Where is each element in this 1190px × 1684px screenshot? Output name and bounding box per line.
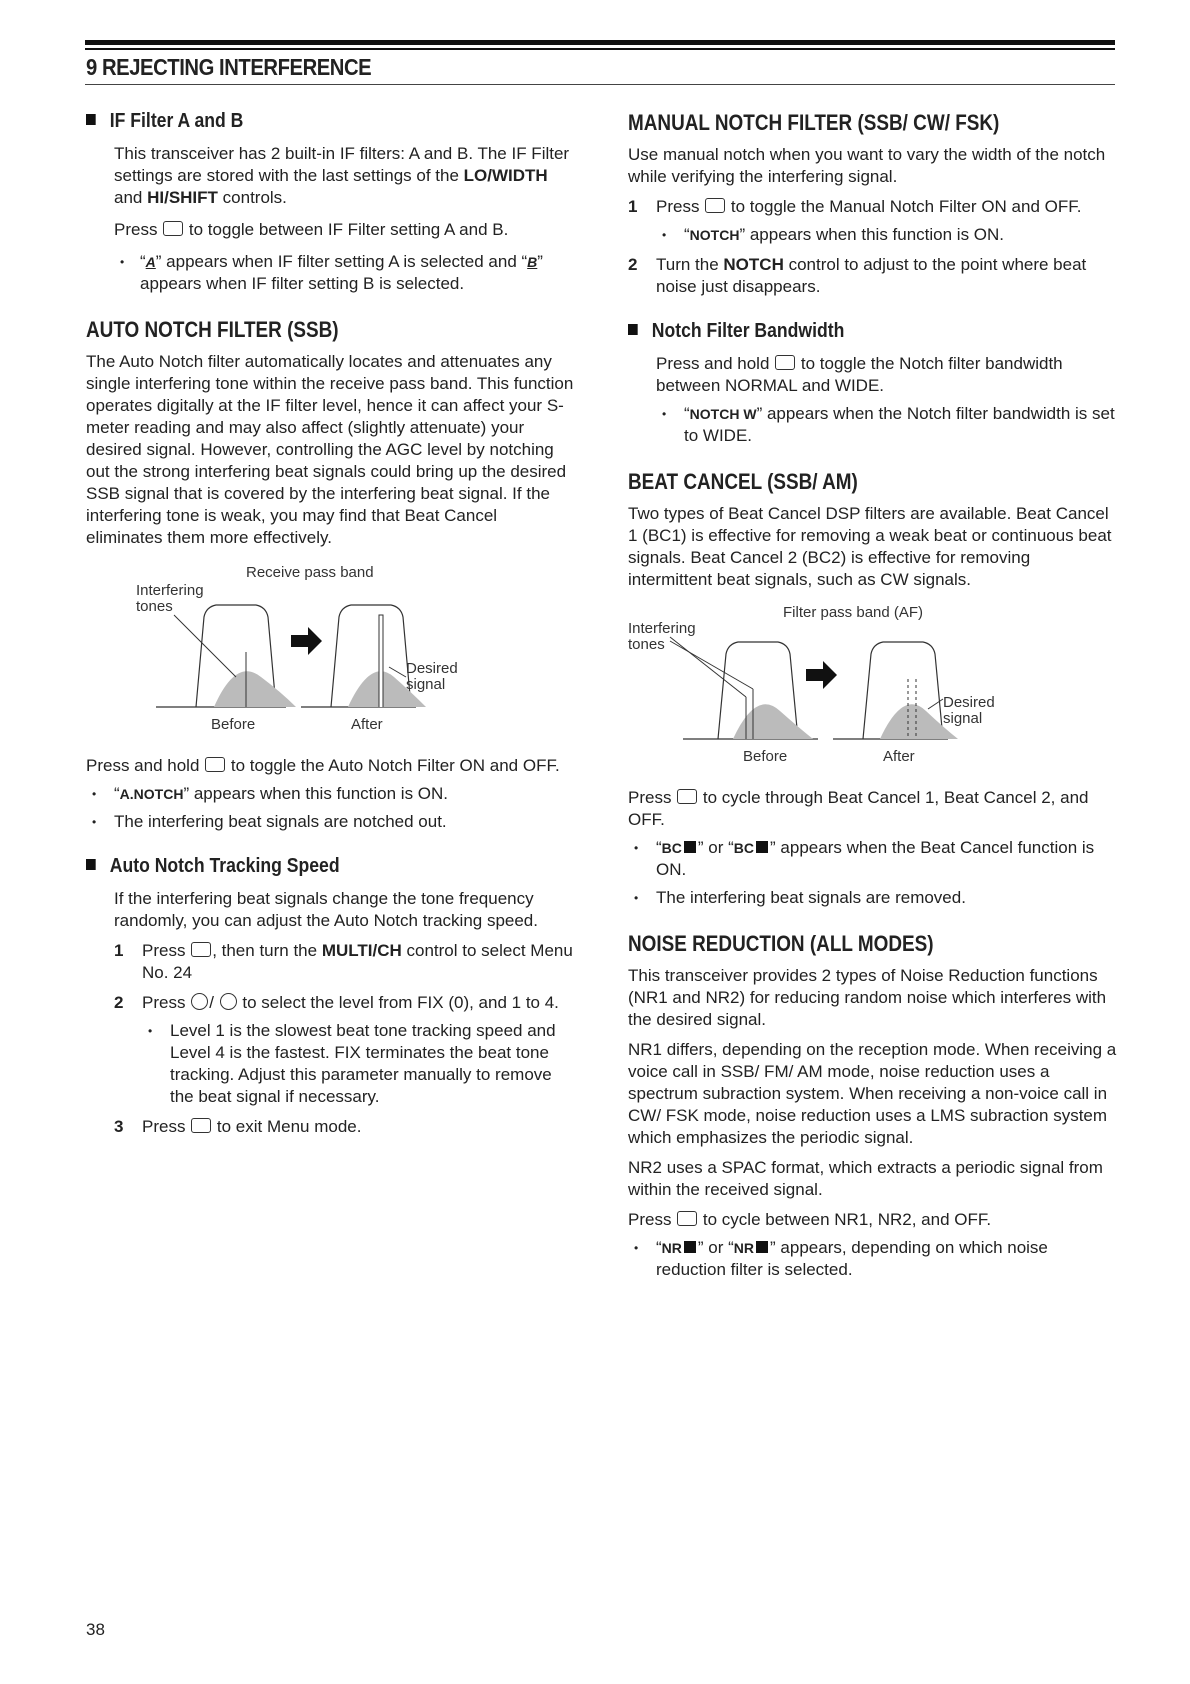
auto-notch-bullet-2: • The interfering beat signals are notched out. [86,811,576,833]
beat-cancel-bullet-1: • “BC ” or “BC ” appears when the Beat Cancel function is ON. [628,837,1118,881]
bc2-indicator: BC [733,840,755,856]
interfering-label: Interfering [628,620,696,637]
bc-key-icon [677,789,697,804]
bc2-number-icon [756,841,768,853]
top-rule-thin [85,48,1115,50]
bc-key-icon [205,757,225,772]
down-key-icon [191,993,208,1010]
square-bullet-icon [628,324,638,335]
header-rule [85,84,1115,85]
nr1-number-icon [684,1241,696,1253]
after-label: After [883,748,915,765]
if-filter-heading: IF Filter A and B [86,110,517,133]
auto-notch-heading: AUTO NOTCH FILTER (SSB) [86,317,339,342]
tones-label: tones [628,636,665,653]
notch-bw-heading: Notch Filter Bandwidth [628,320,1059,343]
filter-pass-band-label: Filter pass band (AF) [783,604,924,621]
nr-paragraph-2: NR1 differs, depending on the reception mode. When receiving a voice call in SSB/ FM/ AM mode, noise reduction uses a spectrum subraction system. When receiving a non-voice call in CW/ FSK mode, noise reduction uses a LMS subraction system which emphasizes the periodic signal. [628,1040,1117,1147]
up-key-icon [220,993,237,1010]
square-bullet-icon [86,859,96,870]
filter-b-icon: B [527,254,538,270]
chapter-title: 9 REJECTING INTERFERENCE [86,54,372,80]
tracking-paragraph: If the interfering beat signals change the tone frequency randomly, you can adjust the Auto Notch tracking speed. [114,889,538,930]
manual-notch-step-1: 1 Press to toggle the Manual Notch Filter ON and OFF. [628,197,1082,216]
nr-press: Press to cycle between NR1, NR2, and OFF. [628,1210,992,1229]
fil-key-icon [163,221,183,236]
manual-notch-heading: MANUAL NOTCH FILTER (SSB/ CW/ FSK) [628,110,1000,135]
tracking-step-2: 2 Press / to select the level from FIX (0), and 1 to 4. [114,993,559,1012]
notch-bw-paragraph: Press and hold to toggle the Notch filter bandwidth between NORMAL and WIDE. [656,354,1063,395]
manual-notch-paragraph: Use manual notch when you want to vary the width of the notch while verifying the interfering signal. [628,145,1106,186]
bc1-indicator: BC [661,840,682,856]
interfering-label: Interfering [136,582,204,599]
square-bullet-icon [86,114,96,125]
beat-cancel-paragraph: Two types of Beat Cancel DSP filters are available. Beat Cancel 1 (BC1) is effective for removing a weak beat or continuous beat signals. Beat Cancel 2 (BC2) is effective for removing intermittent beat signals, such as CW signals. [628,504,1112,589]
auto-notch-diagram [86,557,506,737]
arrow-icon [806,661,837,689]
page-number: 38 [86,1620,105,1639]
manual-notch-step-2: 2 Turn the NOTCH control to adjust to the point where beat noise just disappears. [628,255,1087,296]
auto-notch-paragraph: The Auto Notch filter automatically locates and attenuates any single interfering tone within the receive pass band. This function operates digitally at the IF filter level, hence it can affect your S-meter reading and may also affect (slightly attenuate) your desired signal. However, controlling the AGC level by notching out the strong interfering beat signals could bring up the desired SSB signal that is covered by the interfering beat signal. If the interfering tone is weak, you may find that Beat Cancel eliminates them more effectively. [86,352,574,547]
tracking-heading: Auto Notch Tracking Speed [86,855,517,878]
noise-reduction-heading: NOISE REDUCTION (ALL MODES) [628,931,934,956]
beat-cancel-diagram [628,599,1048,769]
notch-w-indicator: NOTCH W [689,406,757,422]
notch-bw-bullet: • “NOTCH W” appears when the Notch filter bandwidth is set to WIDE. [656,403,1118,447]
auto-notch-press: Press and hold to toggle the Auto Notch Filter ON and OFF. [86,756,560,775]
beat-cancel-heading: BEAT CANCEL (SSB/ AM) [628,469,858,494]
nr-paragraph-1: This transceiver provides 2 types of Noise Reduction functions (NR1 and NR2) for reducing random noise which interferes with the desired signal. [628,966,1107,1029]
menu-key-icon [191,942,211,957]
nr1-indicator: NR [661,1240,682,1256]
arrow-icon [291,627,322,655]
tracking-step-1: 1 Press , then turn the MULTI/CH control to select Menu No. 24 [114,941,573,982]
nr2-number-icon [756,1241,768,1253]
signal-label: signal [943,710,983,727]
signal-label: signal [406,676,446,693]
before-label: Before [211,716,256,733]
filter-a-icon: A [145,254,156,270]
beat-cancel-press: Press to cycle through Beat Cancel 1, Beat Cancel 2, and OFF. [628,788,1089,829]
notch-key-icon [705,198,725,213]
right-column [628,110,1118,1281]
nr-bullet: • “NR ” or “NR ” appears, depending on which noise reduction filter is selected. [628,1237,1118,1281]
a-notch-indicator: A.NOTCH [119,786,184,802]
left-column [86,110,576,1138]
desired-label: Desired [406,660,458,677]
if-filter-paragraph: This transceiver has 2 built-in IF filters: A and B. The IF Filter settings are stored with the last settings of the LO/WIDTH and HI/SHIFT controls. [114,144,570,207]
nr-paragraph-3: NR2 uses a SPAC format, which extracts a periodic signal from within the received signal. [628,1158,1103,1199]
auto-notch-bullet-1: • “A.NOTCH” appears when this function is ON. [86,783,576,805]
if-filter-bullet: • “A” appears when IF filter setting A is selected and “B” appears when IF filter setting B is selected. [114,251,576,295]
menu-key-icon [191,1118,211,1133]
nr-key-icon [677,1211,697,1226]
tones-label: tones [136,598,173,615]
before-label: Before [743,748,788,765]
nr2-indicator: NR [733,1240,755,1256]
tracking-step-2-bullet: • Level 1 is the slowest beat tone tracking speed and Level 4 is the fastest. FIX terminates the beat tone tracking. Adjust this parameter manually to remove the beat signal if necessary. [142,1020,576,1108]
top-rule [85,40,1115,45]
after-label: After [351,716,383,733]
tracking-step-3: 3 Press to exit Menu mode. [114,1117,362,1136]
receive-pass-band-label: Receive pass band [246,564,374,581]
desired-label: Desired [943,694,995,711]
if-filter-press: Press to toggle between IF Filter setting A and B. [114,220,509,239]
bc1-number-icon [684,841,696,853]
manual-notch-step-1-bullet: • “NOTCH” appears when this function is ON. [656,224,1118,246]
beat-cancel-bullet-2: • The interfering beat signals are removed. [628,887,1118,909]
notch-indicator: NOTCH [689,227,740,243]
notch-key-icon [775,355,795,370]
